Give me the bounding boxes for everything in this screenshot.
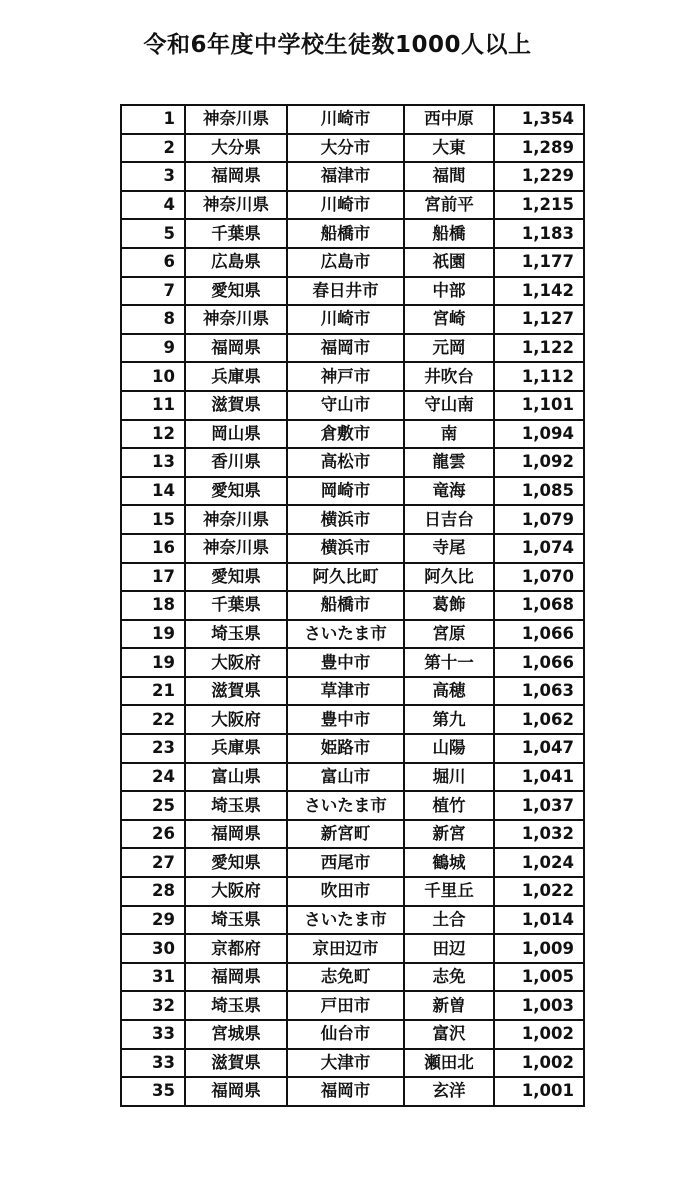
school-cell: 井吹台 <box>404 362 494 391</box>
prefecture-cell: 京都府 <box>185 934 287 963</box>
student-count-cell: 1,014 <box>494 906 584 935</box>
table-row <box>121 334 584 363</box>
prefecture-cell: 滋賀県 <box>185 1049 287 1078</box>
student-count-cell: 1,009 <box>494 934 584 963</box>
school-cell: 西中原 <box>404 105 494 134</box>
prefecture-cell: 滋賀県 <box>185 677 287 706</box>
table-body <box>121 105 584 1106</box>
prefecture-cell: 愛知県 <box>185 477 287 506</box>
rank-cell: 1 <box>121 105 185 134</box>
table-row <box>121 277 584 306</box>
school-cell: 大東 <box>404 134 494 163</box>
prefecture-cell: 大阪府 <box>185 648 287 677</box>
city-cell: 姫路市 <box>287 734 404 763</box>
prefecture-cell: 大分県 <box>185 134 287 163</box>
city-cell: 福津市 <box>287 162 404 191</box>
table-row <box>121 934 584 963</box>
prefecture-cell: 宮城県 <box>185 1020 287 1049</box>
student-count-cell: 1,177 <box>494 248 584 277</box>
school-cell: 寺尾 <box>404 534 494 563</box>
student-count-cell: 1,001 <box>494 1077 584 1106</box>
rank-cell: 32 <box>121 991 185 1020</box>
rank-cell: 22 <box>121 705 185 734</box>
table-row <box>121 820 584 849</box>
student-count-cell: 1,022 <box>494 877 584 906</box>
table-row <box>121 848 584 877</box>
school-cell: 宮前平 <box>404 191 494 220</box>
school-cell: 祇園 <box>404 248 494 277</box>
table-row <box>121 305 584 334</box>
city-cell: 富山市 <box>287 763 404 792</box>
student-count-cell: 1,047 <box>494 734 584 763</box>
prefecture-cell: 福岡県 <box>185 334 287 363</box>
prefecture-cell: 福岡県 <box>185 162 287 191</box>
table-row <box>121 219 584 248</box>
city-cell: 神戸市 <box>287 362 404 391</box>
school-cell: 新宮 <box>404 820 494 849</box>
prefecture-cell: 岡山県 <box>185 420 287 449</box>
table-row <box>121 734 584 763</box>
rank-cell: 30 <box>121 934 185 963</box>
city-cell: 横浜市 <box>287 505 404 534</box>
rank-cell: 26 <box>121 820 185 849</box>
city-cell: 船橋市 <box>287 591 404 620</box>
prefecture-cell: 神奈川県 <box>185 305 287 334</box>
city-cell: 福岡市 <box>287 334 404 363</box>
city-cell: 守山市 <box>287 391 404 420</box>
table-row <box>121 791 584 820</box>
school-cell: 土合 <box>404 906 494 935</box>
prefecture-cell: 兵庫県 <box>185 734 287 763</box>
student-count-cell: 1,066 <box>494 620 584 649</box>
city-cell: さいたま市 <box>287 791 404 820</box>
rank-cell: 16 <box>121 534 185 563</box>
student-count-cell: 1,024 <box>494 848 584 877</box>
table-row <box>121 620 584 649</box>
student-count-cell: 1,062 <box>494 705 584 734</box>
student-count-cell: 1,112 <box>494 362 584 391</box>
table-row <box>121 448 584 477</box>
student-count-cell: 1,127 <box>494 305 584 334</box>
student-count-cell: 1,041 <box>494 763 584 792</box>
student-count-cell: 1,037 <box>494 791 584 820</box>
table-row <box>121 248 584 277</box>
student-count-cell: 1,085 <box>494 477 584 506</box>
table-row <box>121 563 584 592</box>
prefecture-cell: 千葉県 <box>185 591 287 620</box>
school-cell: 守山南 <box>404 391 494 420</box>
city-cell: 横浜市 <box>287 534 404 563</box>
rank-cell: 6 <box>121 248 185 277</box>
city-cell: 広島市 <box>287 248 404 277</box>
table-row <box>121 591 584 620</box>
rank-cell: 19 <box>121 648 185 677</box>
school-cell: 福間 <box>404 162 494 191</box>
city-cell: 阿久比町 <box>287 563 404 592</box>
city-cell: 新宮町 <box>287 820 404 849</box>
student-count-cell: 1,070 <box>494 563 584 592</box>
city-cell: 吹田市 <box>287 877 404 906</box>
prefecture-cell: 愛知県 <box>185 848 287 877</box>
student-count-cell: 1,002 <box>494 1049 584 1078</box>
school-cell: 玄洋 <box>404 1077 494 1106</box>
student-count-cell: 1,074 <box>494 534 584 563</box>
prefecture-cell: 千葉県 <box>185 219 287 248</box>
rank-cell: 31 <box>121 963 185 992</box>
school-cell: 船橋 <box>404 219 494 248</box>
table-row <box>121 705 584 734</box>
prefecture-cell: 神奈川県 <box>185 505 287 534</box>
table-row <box>121 134 584 163</box>
prefecture-cell: 滋賀県 <box>185 391 287 420</box>
rank-cell: 5 <box>121 219 185 248</box>
student-count-cell: 1,068 <box>494 591 584 620</box>
school-cell: 竜海 <box>404 477 494 506</box>
prefecture-cell: 大阪府 <box>185 705 287 734</box>
rank-cell: 9 <box>121 334 185 363</box>
prefecture-cell: 神奈川県 <box>185 191 287 220</box>
rank-cell: 17 <box>121 563 185 592</box>
table-row <box>121 906 584 935</box>
rank-cell: 33 <box>121 1049 185 1078</box>
table-row <box>121 648 584 677</box>
table-row <box>121 1049 584 1078</box>
student-count-cell: 1,101 <box>494 391 584 420</box>
rank-cell: 14 <box>121 477 185 506</box>
page-title: 令和6年度中学校生徒数1000人以上 <box>143 32 532 58</box>
prefecture-cell: 福岡県 <box>185 963 287 992</box>
rank-cell: 11 <box>121 391 185 420</box>
student-count-cell: 1,066 <box>494 648 584 677</box>
school-cell: 鶴城 <box>404 848 494 877</box>
rank-cell: 3 <box>121 162 185 191</box>
school-cell: 千里丘 <box>404 877 494 906</box>
prefecture-cell: 大阪府 <box>185 877 287 906</box>
table-row <box>121 1077 584 1106</box>
table-row <box>121 534 584 563</box>
school-cell: 日吉台 <box>404 505 494 534</box>
city-cell: 福岡市 <box>287 1077 404 1106</box>
prefecture-cell: 香川県 <box>185 448 287 477</box>
table-row <box>121 105 584 134</box>
school-cell: 宮崎 <box>404 305 494 334</box>
table-row <box>121 963 584 992</box>
student-count-cell: 1,229 <box>494 162 584 191</box>
prefecture-cell: 富山県 <box>185 763 287 792</box>
prefecture-cell: 神奈川県 <box>185 534 287 563</box>
table-row <box>121 877 584 906</box>
student-count-cell: 1,079 <box>494 505 584 534</box>
city-cell: 仙台市 <box>287 1020 404 1049</box>
student-count-cell: 1,063 <box>494 677 584 706</box>
city-cell: 高松市 <box>287 448 404 477</box>
ranking-table <box>120 104 585 1107</box>
table-row <box>121 420 584 449</box>
city-cell: 川崎市 <box>287 305 404 334</box>
rank-cell: 19 <box>121 620 185 649</box>
table-row <box>121 991 584 1020</box>
city-cell: 大分市 <box>287 134 404 163</box>
school-cell: 葛飾 <box>404 591 494 620</box>
school-cell: 中部 <box>404 277 494 306</box>
table-row <box>121 1020 584 1049</box>
prefecture-cell: 愛知県 <box>185 277 287 306</box>
city-cell: さいたま市 <box>287 620 404 649</box>
table-row <box>121 162 584 191</box>
table-row <box>121 477 584 506</box>
student-count-cell: 1,215 <box>494 191 584 220</box>
school-cell: 田辺 <box>404 934 494 963</box>
city-cell: 春日井市 <box>287 277 404 306</box>
student-count-cell: 1,005 <box>494 963 584 992</box>
prefecture-cell: 福岡県 <box>185 820 287 849</box>
student-count-cell: 1,092 <box>494 448 584 477</box>
student-count-cell: 1,002 <box>494 1020 584 1049</box>
student-count-cell: 1,094 <box>494 420 584 449</box>
prefecture-cell: 埼玉県 <box>185 620 287 649</box>
table-row <box>121 763 584 792</box>
city-cell: 戸田市 <box>287 991 404 1020</box>
rank-cell: 35 <box>121 1077 185 1106</box>
city-cell: 川崎市 <box>287 191 404 220</box>
school-cell: 南 <box>404 420 494 449</box>
rank-cell: 7 <box>121 277 185 306</box>
school-cell: 第九 <box>404 705 494 734</box>
city-cell: 岡崎市 <box>287 477 404 506</box>
prefecture-cell: 埼玉県 <box>185 791 287 820</box>
rank-cell: 23 <box>121 734 185 763</box>
rank-cell: 21 <box>121 677 185 706</box>
school-cell: 阿久比 <box>404 563 494 592</box>
rank-cell: 28 <box>121 877 185 906</box>
rank-cell: 25 <box>121 791 185 820</box>
prefecture-cell: 広島県 <box>185 248 287 277</box>
school-cell: 富沢 <box>404 1020 494 1049</box>
rank-cell: 12 <box>121 420 185 449</box>
rank-cell: 18 <box>121 591 185 620</box>
school-cell: 元岡 <box>404 334 494 363</box>
city-cell: 倉敷市 <box>287 420 404 449</box>
prefecture-cell: 福岡県 <box>185 1077 287 1106</box>
table-row <box>121 505 584 534</box>
student-count-cell: 1,032 <box>494 820 584 849</box>
rank-cell: 29 <box>121 906 185 935</box>
student-count-cell: 1,183 <box>494 219 584 248</box>
school-cell: 宮原 <box>404 620 494 649</box>
city-cell: 西尾市 <box>287 848 404 877</box>
table-row <box>121 191 584 220</box>
rank-cell: 15 <box>121 505 185 534</box>
city-cell: 京田辺市 <box>287 934 404 963</box>
rank-cell: 2 <box>121 134 185 163</box>
student-count-cell: 1,354 <box>494 105 584 134</box>
student-count-cell: 1,003 <box>494 991 584 1020</box>
rank-cell: 8 <box>121 305 185 334</box>
rank-cell: 4 <box>121 191 185 220</box>
rank-cell: 10 <box>121 362 185 391</box>
rank-cell: 27 <box>121 848 185 877</box>
prefecture-cell: 埼玉県 <box>185 906 287 935</box>
table-row <box>121 391 584 420</box>
school-cell: 新曽 <box>404 991 494 1020</box>
table-row <box>121 362 584 391</box>
school-cell: 瀬田北 <box>404 1049 494 1078</box>
city-cell: 志免町 <box>287 963 404 992</box>
rank-cell: 13 <box>121 448 185 477</box>
student-count-cell: 1,142 <box>494 277 584 306</box>
rank-cell: 33 <box>121 1020 185 1049</box>
school-cell: 志免 <box>404 963 494 992</box>
school-cell: 堀川 <box>404 763 494 792</box>
prefecture-cell: 兵庫県 <box>185 362 287 391</box>
prefecture-cell: 愛知県 <box>185 563 287 592</box>
city-cell: 草津市 <box>287 677 404 706</box>
city-cell: 川崎市 <box>287 105 404 134</box>
city-cell: 豊中市 <box>287 705 404 734</box>
table-row <box>121 677 584 706</box>
city-cell: 船橋市 <box>287 219 404 248</box>
student-count-cell: 1,289 <box>494 134 584 163</box>
city-cell: 大津市 <box>287 1049 404 1078</box>
school-cell: 植竹 <box>404 791 494 820</box>
school-cell: 第十一 <box>404 648 494 677</box>
student-count-cell: 1,122 <box>494 334 584 363</box>
city-cell: さいたま市 <box>287 906 404 935</box>
rank-cell: 24 <box>121 763 185 792</box>
school-cell: 龍雲 <box>404 448 494 477</box>
prefecture-cell: 神奈川県 <box>185 105 287 134</box>
city-cell: 豊中市 <box>287 648 404 677</box>
school-cell: 山陽 <box>404 734 494 763</box>
prefecture-cell: 埼玉県 <box>185 991 287 1020</box>
school-cell: 高穂 <box>404 677 494 706</box>
